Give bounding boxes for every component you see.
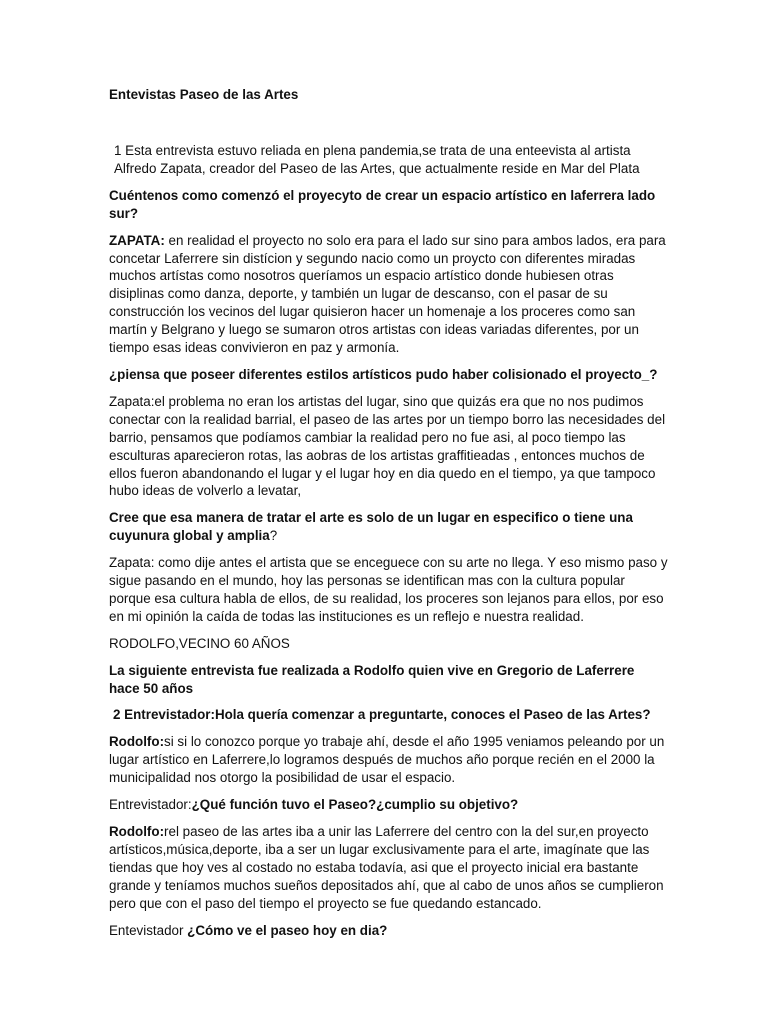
answer-4 [109,733,668,787]
question-5-prefix: Entrevistador: [109,797,192,813]
answer-3: Zapata: como dije antes el artista que se enceguece con su arte no llega. Y eso mismo paso y sigue pasando en el mundo, hoy las personas se identifican mas con la cultura popular porque esa cultura habla de ellos, de su realidad, los proceres son lejanos para ellos, por eso en mi opinión la caída de todas las instituciones es un reflejo e nuestra realidad. [109,555,668,624]
question-6-text: ¿Cómo ve el paseo hoy en dia? [187,922,388,938]
question-5-text: ¿Qué función tuvo el Paseo?¿cumplio su objetivo? [191,797,519,813]
intro-paragraph: 1 Esta entrevista estuvo reliada en plena pandemia,se trata de una enteevista al artista Alfredo Zapata, creador del Paseo de las Artes, que actualmente reside en Mar del Plata [114,143,640,176]
answer-1 [109,232,668,357]
answer-5-speaker: Rodolfo: [109,824,165,839]
answer-4-speaker: Rodolfo: [109,734,165,750]
answer-1-text: en realidad el proyecto no solo era para el lado sur sino para ambos lados, era para concetar Laferrere sin distícion y segundo nacio como un proycto con diferentes miradas muchos artístas como nosotros queríamos un espacio artístico donde hubiesen otras disiplinas como danza, deporte, y también un lugar de descanso, con el pasar de su construcción los vecinos del lugar quisieron hacer un homenaje a los proceres como san martín y Belgrano y luego se sumaron otros artistas con ideas variadas diferentes, por un tiempo esas ideas convivieron en paz y armonía. [109,232,666,356]
question-6-prefix: Entevistador [109,922,188,938]
answer-4-text: si si lo conozco porque yo trabaje ahí, desde el año 1995 veniamos peleando por un lugar artístico en Laferrere,lo logramos después de muchos año porque recién en el 2000 la municipalidad nos otorgo la posibilidad de usar el espacio. [109,734,665,786]
question-2: ¿piensa que poseer diferentes estilos artísticos pudo haber colisionado el proyecto_? [109,366,658,382]
answer-5-text: rel paseo de las artes iba a unir las Laferrere del centro con la del sur,en proyecto artísticos,música,deporte, iba a ser un lugar exclusivamente para el arte, imagínate que las tiendas que hoy ves al costado no estaba todavía, asi que el proyecto inicial era bastante grande y teníamos muchos sueños depositados ahí, que al cabo de unos años se cumplieron pero que con el paso del tiempo el proyecto se fue quedando estancado. [109,824,664,911]
answer-1-speaker: ZAPATA: [109,232,165,248]
answer-5 [109,823,668,913]
question-5 [109,796,668,814]
document-title: Entevistas Paseo de las Artes [109,87,299,102]
question-3-mark: ? [269,528,278,544]
intro-2: La siguiente entrevista fue realizada a Rodolfo quien vive en Gregorio de Laferrere hace 50 años [109,662,635,696]
question-1: Cuéntenos como comenzó el proyecyto de crear un espacio artístico en laferrera lado sur? [109,187,656,221]
question-3 [109,509,668,545]
answer-2: Zapata:el problema no eran los artistas del lugar, sino que quizás era que no nos pudimos conectar con la realidad barrial, el paseo de las artes por un tiempo borro las necesidades del barrio, pensamos que podíamos cambiar la realidad pero no fue asi, al poco tiempo las esculturas aparecieron rotas, las aobras de los artistas graffitieadas , entonces muchos de ellos fueron abandonando el lugar y el lugar hoy en dia quedo en el tiempo, ya que tampoco hubo ideas de volverlo a levatar, [109,393,666,499]
section-heading-rodolfo: RODOLFO,VECINO 60 AÑOS [109,635,290,651]
question-6 [109,922,668,940]
question-4: 2 Entrevistador:Hola quería comenzar a preguntarte, conoces el Paseo de las Artes? [113,707,651,723]
question-3-text: Cree que esa manera de tratar el arte es solo de un lugar en especifico o tiene una cuyunura global y amplia [109,510,633,544]
